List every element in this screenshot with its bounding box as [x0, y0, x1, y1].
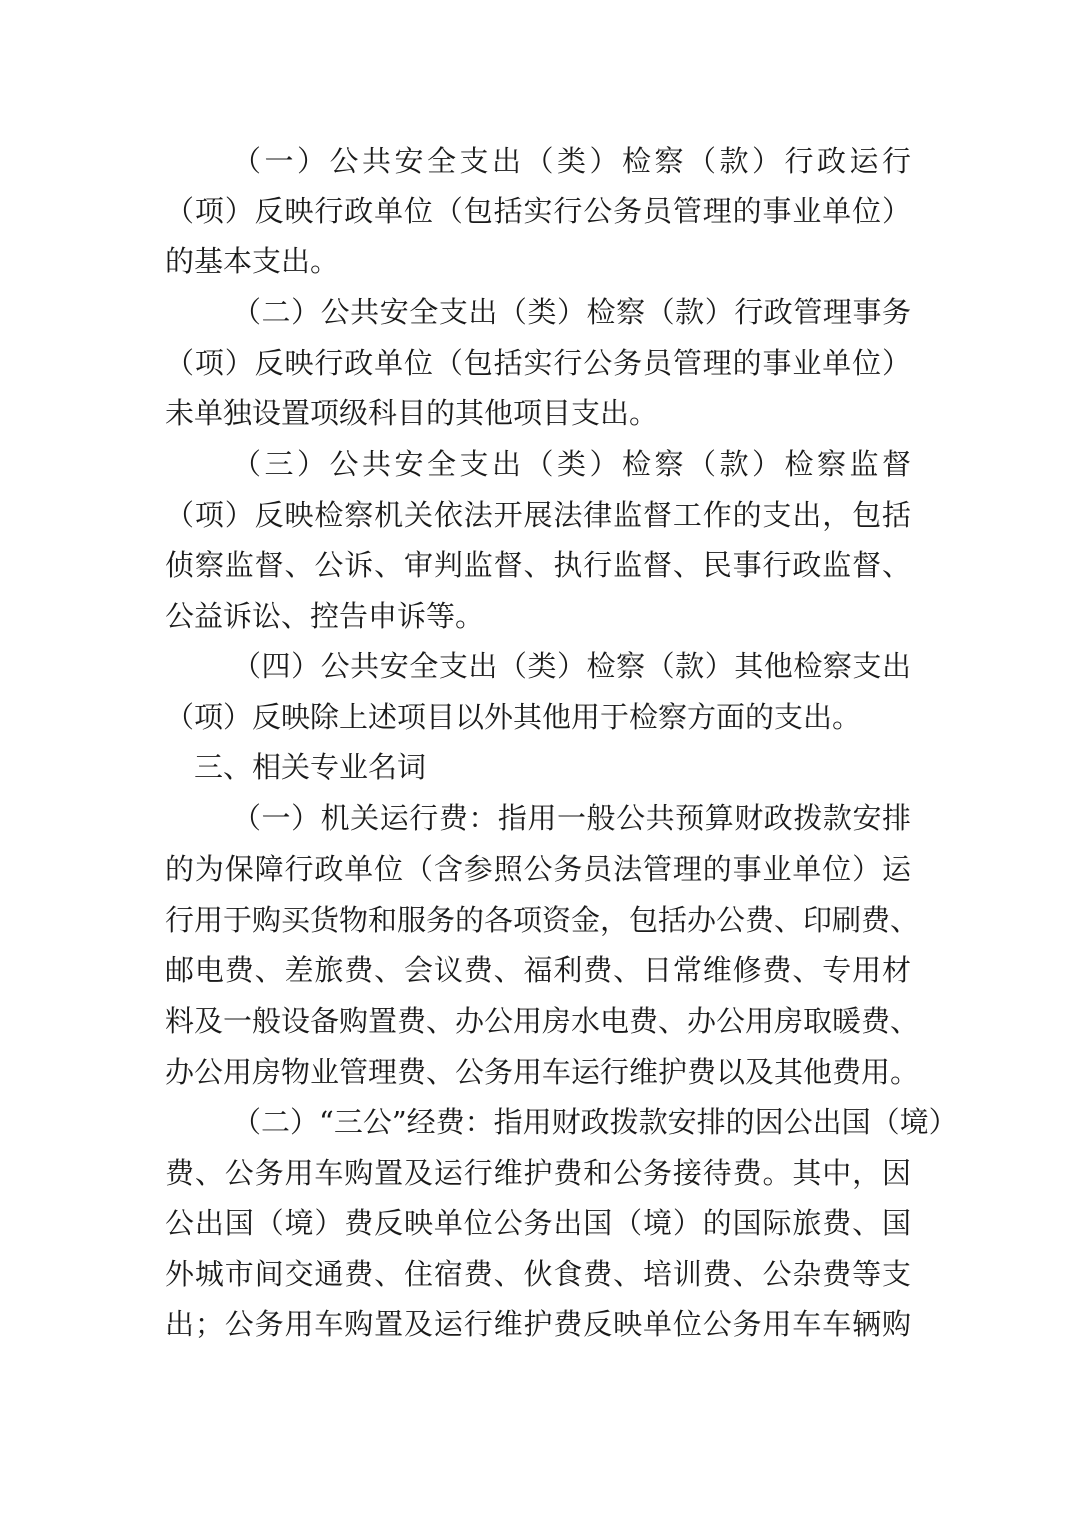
paragraph-1-line-1: （一）公共安全支出（类）检察（款）行政运行 [232, 144, 911, 178]
paragraph-3-line-1: （三）公共安全支出（类）检察（款）检察监督 [232, 447, 911, 481]
paragraph-2-line-1: （二）公共安全支出（类）检察（款）行政管理事务 [232, 295, 911, 329]
paragraph-6-line-1: （二）“三公”经费：指用财政拨款安排的因公出国（境） [232, 1105, 958, 1139]
paragraph-6-line-4: 外城市间交通费、住宿费、伙食费、培训费、公杂费等支 [165, 1257, 911, 1291]
section-heading: 三、相关专业名词 [194, 750, 427, 784]
paragraph-3-line-2: （项）反映检察机关依法开展法律监督工作的支出，包括 [165, 498, 911, 532]
paragraph-6-line-2: 费、公务用车购置及运行维护费和公务接待费。其中，因 [165, 1156, 911, 1190]
paragraph-5-line-5: 料及一般设备购置费、办公用房水电费、办公用房取暖费、 [165, 1004, 920, 1038]
paragraph-3-line-3: 侦察监督、公诉、审判监督、执行监督、民事行政监督、 [165, 548, 911, 582]
paragraph-5-line-2: 的为保障行政单位（含参照公务员法管理的事业单位）运 [165, 852, 911, 886]
paragraph-4-line-2: （项）反映除上述项目以外其他用于检察方面的支出。 [165, 700, 862, 734]
paragraph-5-line-3: 行用于购买货物和服务的各项资金，包括办公费、印刷费、 [165, 903, 920, 937]
paragraph-2-line-2: （项）反映行政单位（包括实行公务员管理的事业单位） [165, 346, 911, 380]
paragraph-1-line-3: 的基本支出。 [165, 244, 340, 278]
paragraph-6-line-3: 公出国（境）费反映单位公务出国（境）的国际旅费、国 [165, 1206, 911, 1240]
paragraph-5-line-6: 办公用房物业管理费、公务用车运行维护费以及其他费用。 [165, 1055, 920, 1089]
paragraph-6-line-5: 出；公务用车购置及运行维护费反映单位公务用车车辆购 [165, 1307, 911, 1341]
paragraph-2-line-3: 未单独设置项级科目的其他项目支出。 [165, 396, 659, 430]
paragraph-3-line-4: 公益诉讼、控告申诉等。 [165, 599, 485, 633]
paragraph-5-line-4: 邮电费、差旅费、会议费、福利费、日常维修费、专用材 [165, 953, 911, 987]
paragraph-5-line-1: （一）机关运行费：指用一般公共预算财政拨款安排 [232, 801, 911, 835]
paragraph-4-line-1: （四）公共安全支出（类）检察（款）其他检察支出 [232, 649, 911, 683]
paragraph-1-line-2: （项）反映行政单位（包括实行公务员管理的事业单位） [165, 194, 911, 228]
